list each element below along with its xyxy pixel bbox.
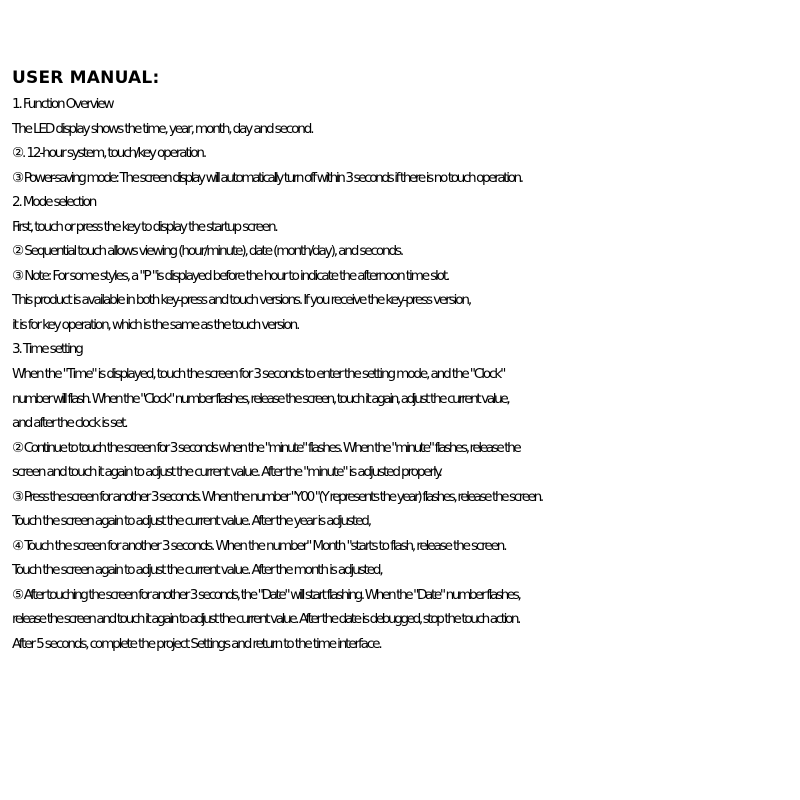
manual-line: ⑤ After touching the screen for another 3 seconds, the "Date" will start flashing. When the "Date" number flashes, xyxy=(12,586,520,603)
manual-line: number will flash. When the "Clock" number flashes, release the screen, touch it again, adjust the current value, xyxy=(12,390,509,407)
manual-line: Touch the screen again to adjust the current value. After the month is adjusted, xyxy=(12,562,382,579)
manual-line: ③ Note: For some styles, a "P "is displayed before the hour to indicate the afternoon time slot. xyxy=(12,267,449,284)
manual-line: it is for key operation, which is the same as the touch version. xyxy=(12,316,299,333)
manual-line: ②. 12-hour system, touch/key operation. xyxy=(12,145,206,162)
manual-line: First, touch or press the key to display the startup screen. xyxy=(12,218,277,235)
manual-line: ② Sequential touch allows viewing (hour/minute), date (month/day), and seconds. xyxy=(12,243,403,260)
manual-line: ④ Touch the screen for another 3 seconds. When the number" Month "starts to flash, release the screen. xyxy=(12,537,506,554)
manual-line: After 5 seconds, complete the project Settings and return to the time interface. xyxy=(12,636,381,653)
manual-title: USER MANUAL: xyxy=(12,68,160,88)
manual-line: This product is available in both key-press and touch versions. If you receive the key-press version, xyxy=(12,292,471,309)
section-heading-time-setting: 3. Time setting xyxy=(12,341,82,358)
manual-line: and after the clock is set. xyxy=(12,415,127,432)
manual-line: screen and touch it again to adjust the current value. After the "minute" is adjusted properly. xyxy=(12,464,441,481)
user-manual xyxy=(12,67,796,657)
manual-line: Touch the screen again to adjust the current value. After the year is adjusted, xyxy=(12,513,370,530)
section-heading-mode-selection: 2. Mode selection xyxy=(12,194,96,211)
manual-line: The LED display shows the time, year, month, day and second. xyxy=(12,120,313,137)
section-heading-function-overview: 1. Function Overview xyxy=(12,96,113,112)
manual-line: When the "Time" is displayed, touch the screen for 3 seconds to enter the setting mode, and the "Clock" xyxy=(12,366,505,383)
manual-line: ③ Power-saving mode: The screen display will automatically turn off within 3 seconds if there is no touch operation. xyxy=(12,169,522,186)
manual-line: ② Continue to touch the screen for 3 seconds when the "minute" flashes. When the "minute" flashes, release the xyxy=(12,439,520,456)
manual-line: ③ Press the screen for another 3 seconds. When the number "Y00 "(Y represents the year) flashes, release the screen. xyxy=(12,488,542,505)
manual-line: release the screen and touch it again to adjust the current value. After the date is debugged, stop the touch action. xyxy=(12,611,520,628)
